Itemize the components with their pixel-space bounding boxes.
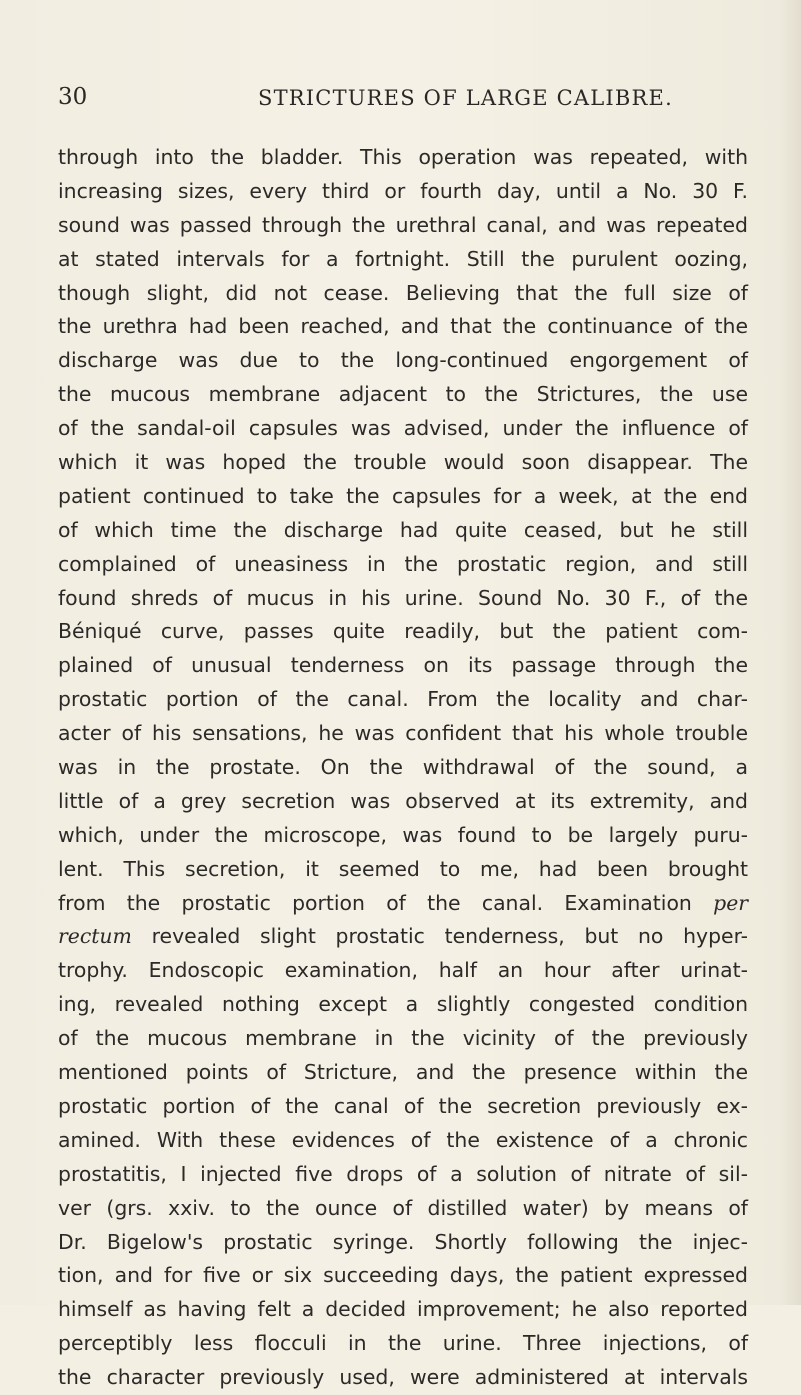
text-line: sound was passed through the urethral canal, and was repeated xyxy=(58,212,748,237)
text-line: of the sandal-oil capsules was advised, under the influence of xyxy=(58,416,748,441)
page-header xyxy=(58,84,758,120)
text-line: of the mucous membrane in the vicinity of the previously xyxy=(58,1026,748,1051)
text-line: the mucous membrane adjacent to the Strictures, the use xyxy=(58,382,748,407)
text-line: lent. This secretion, it seemed to me, had been brought xyxy=(58,856,748,881)
text-line: though slight, did not cease. Believing that the full size of xyxy=(58,280,748,305)
text-segment: revealed slight prostatic tenderness, but no hyper- xyxy=(151,924,749,949)
italic-word: per xyxy=(713,890,749,915)
text-line: ing, revealed nothing except a slightly congested condition xyxy=(58,992,748,1017)
text-line: discharge was due to the long-continued engorgement of xyxy=(58,348,748,373)
running-head: STRICTURES OF LARGE CALIBRE. xyxy=(258,86,673,110)
italic-word: rectum xyxy=(58,924,132,949)
text-line: Dr. Bigelow's prostatic syringe. Shortly following the injec- xyxy=(58,1229,748,1254)
text-line: patient continued to take the capsules for a week, at the end xyxy=(58,483,748,508)
text-line: complained of uneasiness in the prostatic region, and still xyxy=(58,551,748,576)
text-line: trophy. Endoscopic examination, half an hour after urinat- xyxy=(58,958,748,983)
text-line: of which time the discharge had quite ceased, but he still xyxy=(58,517,748,542)
text-line: amined. With these evidences of the existence of a chronic xyxy=(58,1127,748,1152)
text-line: plained of unusual tenderness on its passage through the xyxy=(58,653,748,678)
text-line: the urethra had been reached, and that the continuance of the xyxy=(58,314,748,339)
text-line: acter of his sensations, he was confident that his whole trouble xyxy=(58,721,748,746)
text-line: little of a grey secretion was observed at its extremity, and xyxy=(58,788,748,813)
text-line: mentioned points of Stricture, and the presence within the xyxy=(58,1060,748,1085)
text-line-with-italic xyxy=(58,920,748,954)
text-segment: from the prostatic portion of the canal. Examination xyxy=(58,890,692,915)
text-line: which it was hoped the trouble would soon disappear. The xyxy=(58,450,748,475)
text-line: found shreds of mucus in his urine. Sound No. 30 F., of the xyxy=(58,585,748,610)
text-line: was in the prostate. On the withdrawal of the sound, a xyxy=(58,755,748,780)
text-line: through into the bladder. This operation was repeated, with xyxy=(58,145,748,169)
body-text xyxy=(58,141,748,1395)
text-line: at stated intervals for a fortnight. Still the purulent oozing, xyxy=(58,246,748,271)
page-number: 30 xyxy=(58,84,88,110)
text-line: Béniqué curve, passes quite readily, but the patient com- xyxy=(58,619,748,644)
text-line: tion, and for five or six succeeding days, the patient expressed xyxy=(58,1263,748,1288)
text-line: the character previously used, were administered at intervals xyxy=(58,1365,748,1390)
text-line: prostatic portion of the canal of the secretion previously ex- xyxy=(58,1093,748,1118)
page-edge-shadow xyxy=(779,0,801,1305)
text-line: which, under the microscope, was found to be largely puru- xyxy=(58,822,748,847)
text-line: perceptibly less flocculi in the urine. Three injections, of xyxy=(58,1331,748,1356)
text-line: prostatitis, I injected five drops of a solution of nitrate of sil- xyxy=(58,1161,748,1186)
text-line: increasing sizes, every third or fourth day, until a No. 30 F. xyxy=(58,178,748,203)
text-line: ver (grs. xxiv. to the ounce of distilled water) by means of xyxy=(58,1195,748,1220)
text-line: himself as having felt a decided improvement; he also reported xyxy=(58,1297,748,1322)
text-line: prostatic portion of the canal. From the locality and char- xyxy=(58,687,748,712)
text-line-with-italic xyxy=(58,887,748,921)
